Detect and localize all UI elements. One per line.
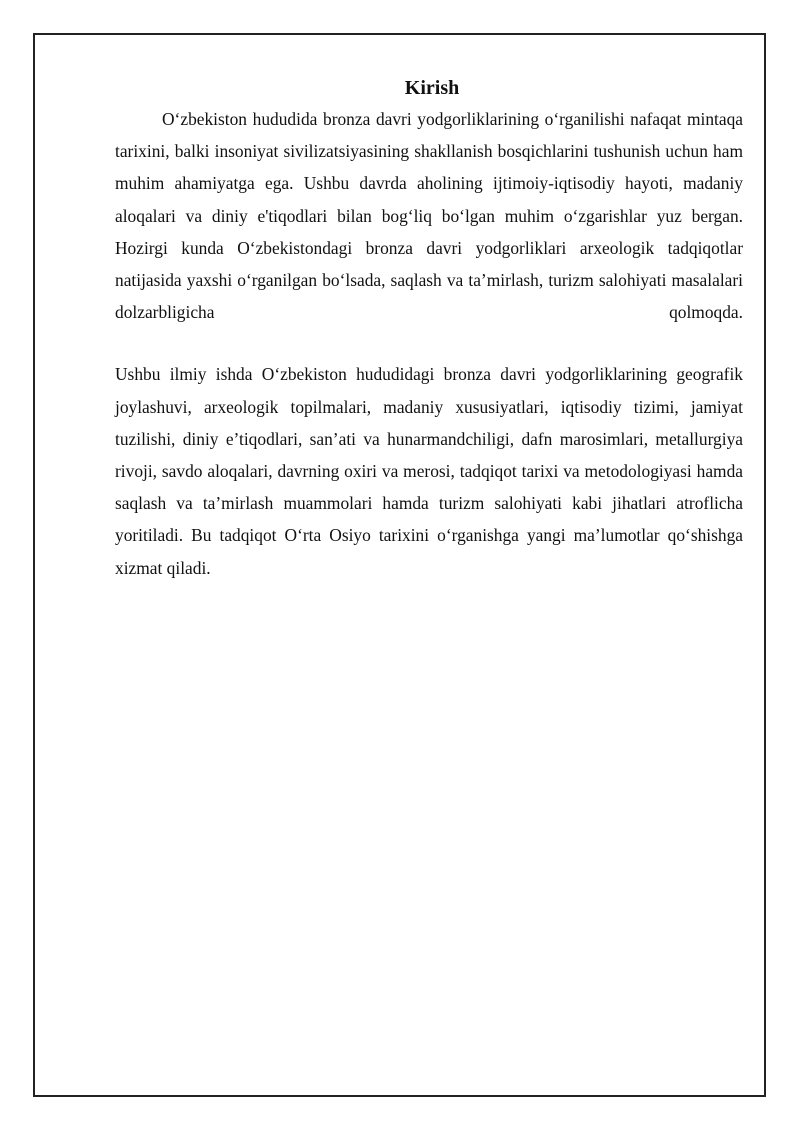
intro-paragraph-2: Ushbu ilmiy ishda O‘zbekiston hududidagi bronza davri yodgorliklarining geografik joylashuvi, arxeologik topilmalari, madaniy xususiyatlari, iqtisodiy tizimi, jamiyat tuzilishi, diniy e’tiqodlari, san’ati va hunarmandchiligi, dafn marosimlari, metallurgiya rivoji, savdo aloqalari, davrning oxiri va merosi, tadqiqot tarixi va metodologiyasi hamda saqlash va ta’mirlash muammolari hamda turizm salohiyati kabi jihatlari atroflicha yoritiladi. Bu tadqiqot O‘rta Osiyo tarixini o‘rganishga yangi ma’lumotlar qo‘shishga xizmat qiladi.: [115, 364, 743, 578]
intro-paragraph-1: O‘zbekiston hududida bronza davri yodgorliklarining o‘rganilishi nafaqat mintaqa tarixini, balki insoniyat sivilizatsiyasining shakllanish bosqichlarini tushunish uchun ham muhim ahamiyatga ega. Ushbu davrda aholining ijtimoiy-iqtisodiy hayoti, madaniy aloqalari va diniy e'tiqodlari bilan bog‘liq bo‘lgan muhim o‘zgarishlar yuz bergan. Hozirgi kunda O‘zbekistondagi bronza davri yodgorliklari arxeologik tadqiqotlar natijasida yaxshi o‘rganilgan bo‘lsada, saqlash va ta’mirlash, turizm salohiyati masalalari dolzarbligicha qolmoqda.: [115, 109, 743, 323]
paragraph-spacer: [115, 328, 743, 358]
document-body: [115, 73, 743, 584]
document-title: Kirish: [404, 77, 460, 99]
